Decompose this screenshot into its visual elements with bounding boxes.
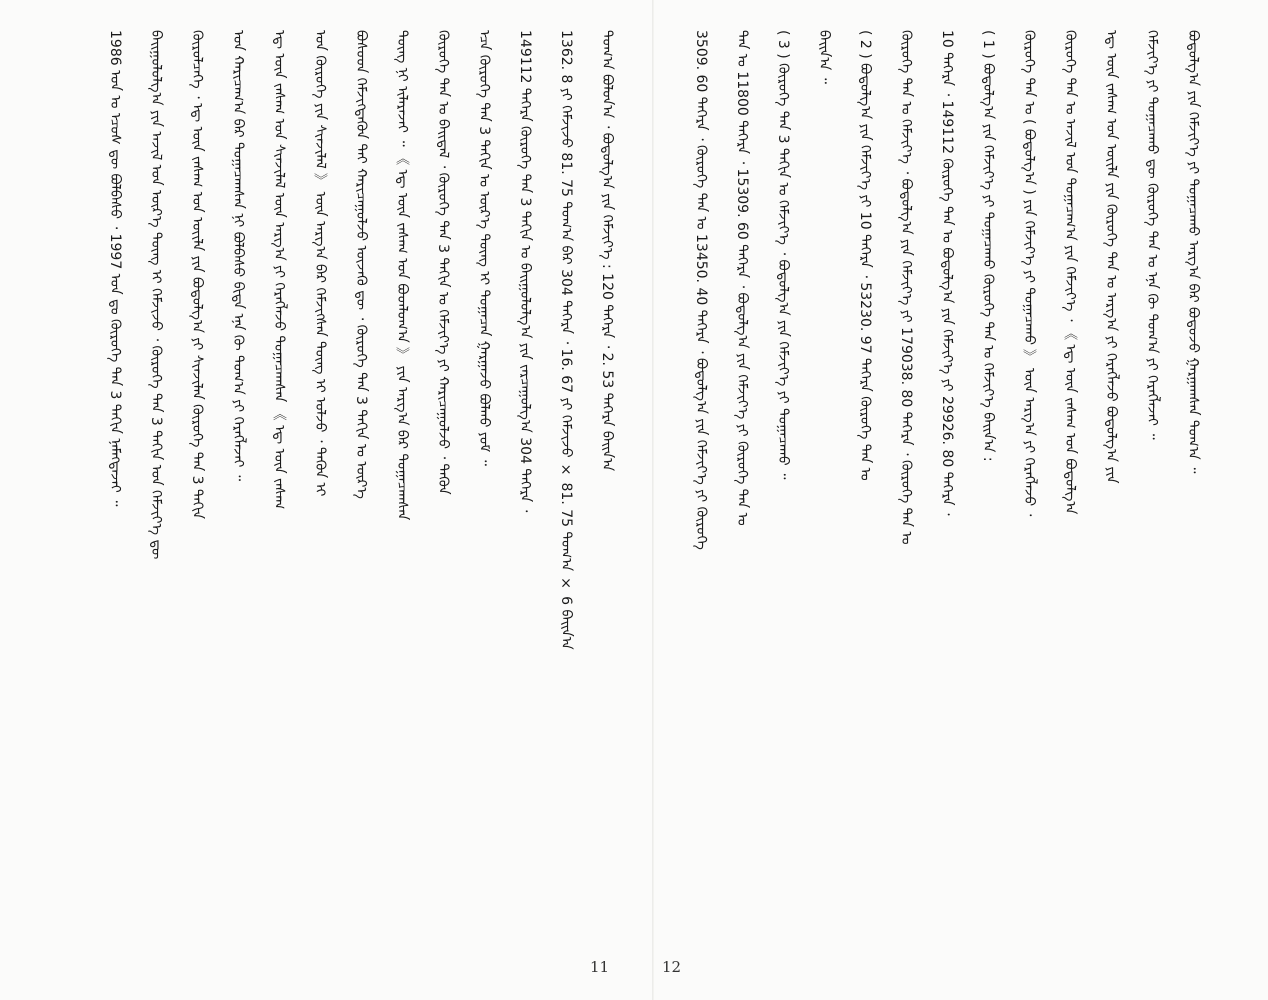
right-page-column: ᠬᠦᠷᠦᠭᠡ ᠳᠡᠨ ᠤ ᠬᠡᠮᠵᠢᠶ᠎ᠡ ᠂ ᠪᠣᠳᠣᠯᠭ᠎ᠠ ᠶᠢᠨ ᠬᠡᠮᠵᠢᠶ᠎ᠡ ᠶᠢ 179038. 80 ᠳᠡᠭᠡᠷᠡ ᠂ ᠬᠦᠷᠦᠭᠡ ᠳᠡᠨ ᠤ [898,30,914,545]
right-page-column: 3509. 60 ᠳᠡᠭᠡᠷᠡ ᠂ ᠬᠦᠷᠦᠭᠡ ᠳᠡᠨ ᠤ 13450. 40 ᠳᠡᠭᠡᠷᠡ ᠂ ᠪᠣᠳᠣᠯᠭ᠎ᠠ ᠶᠢᠨ ᠬᠡᠮᠵᠢᠶ᠎ᠡ ᠶᠢ ᠬᠦᠷᠦᠭᠡ [693,30,709,550]
left-page-column: ᠬᠦᠷᠦᠯᠴᠡᠭᠡ ᠂ ᠡᠳ᠋ ᠦᠨ ᠵᠠᠰᠠᠭ ᠤᠨ ᠦᠢᠯᠡ ᠶᠢᠨ ᠪᠤᠳᠤᠯᠭ᠎ᠠ ᠶᠢ ᠰᠢᠨᠵᠢᠯᠡᠨ ᠬᠦᠷᠦᠭᠡ ᠳᠡᠨ 3 ᠳᠠᠬᠢᠨ [189,30,205,519]
left-page-column: ᠡᠴᠡ ᠬᠦᠷᠦᠭᠡ ᠳᠡᠨ 3 ᠳᠠᠬᠢᠨ ᠤ ᠦᠷ᠎ᠡ ᠳᠦᠩ ᠢ ᠲᠣᠭᠠᠴᠠᠨ ᠭᠠᠷᠭᠠᠵᠤ ᠪᠣᠯᠬᠤ ᠶᠤᠮ ᠃ [476,30,492,466]
left-page-column: 1986 ᠣᠨ ᠤ ᠡᠴᠦᠰ ᠳᠦ ᠪᠣᠯᠪᠠᠰᠤ ᠂ 1997 ᠣᠨ ᠳᠤ ᠬᠦᠷᠦᠭᠡ ᠳᠡᠨ 3 ᠳᠠᠬᠢᠨ ᠨᠡᠮᠡᠭᠳᠡᠵᠡᠢ ᠃ [107,30,123,507]
left-page-column: ᠳᠦᠩ ᠨᠢ ᠢᠯᠡᠷᠡᠵᠡᠢ ᠃ 《 ᠡᠳ᠋ ᠦᠨ ᠵᠠᠰᠠᠭ ᠤᠨ ᠪᠣᠳᠯᠣᠭ᠎ᠠ 》 ᠶᠢᠨ ᠠᠷᠭ᠎ᠠ ᠪᠠᠷ ᠲᠣᠭᠠᠴᠠᠭᠰᠠᠨ [394,30,410,521]
left-page-column: 149112 ᠳᠡᠭᠡᠷᠡ ᠬᠦᠷᠦᠭᠡ ᠳᠡᠨ 3 ᠳᠠᠬᠢᠨ ᠤ ᠪᠠᠢᠭᠤᠯᠤᠯᠭ᠎ᠠ ᠶᠢᠨ ᠵᠠᠷᠴᠠᠭᠤᠯᠭ᠎ᠠ 304 ᠳᠡᠭᠡᠷᠡ ᠂ [517,30,533,513]
left-page-column: 1362. 8 ᠶᠢ ᠬᠡᠮᠵᠢᠵᠦ 81. 75 ᠲᠣᠭ᠎ᠠ ᠪᠠᠷ 304 ᠳᠡᠭᠡᠷᠡ ᠂ 16. 67 ᠶᠢ ᠬᠡᠮᠵᠢᠵᠦ × 81. 75 ᠲᠣᠭ᠎ᠠ × 6 ᠪᠠᠢᠨ᠎ᠠ [558,30,574,650]
right-page-column: ( 2 ) ᠪᠣᠳᠣᠯᠭ᠎ᠠ ᠶᠢᠨ ᠬᠡᠮᠵᠢᠶ᠎ᠡ ᠶᠢ 10 ᠳᠡᠭᠡᠷᠡ ᠂ 53230. 97 ᠳᠡᠭᠡᠷᠡ ᠬᠦᠷᠦᠭᠡ ᠳᠡᠨ ᠤ [857,30,873,481]
right-page-column: ( 1 ) ᠪᠣᠳᠣᠯᠭ᠎ᠠ ᠶᠢᠨ ᠬᠡᠮᠵᠢᠶ᠎ᠡ ᠶᠢ ᠲᠣᠭᠠᠴᠠᠬᠤ ᠬᠦᠷᠦᠭᠡ ᠳᠡᠨ ᠤ ᠬᠡᠮᠵᠢᠶ᠎ᠡ ᠪᠠᠢᠨ᠎ᠠ : [980,30,996,462]
left-page [100,30,640,960]
right-page-column: ᠡᠳ᠋ ᠦᠨ ᠵᠠᠰᠠᠭ ᠤᠨ ᠦᠢᠯᠡ ᠶᠢᠨ ᠬᠦᠷᠦᠭᠡ ᠳᠡᠨ ᠤ ᠠᠷᠭ᠎ᠠ ᠶᠢ ᠬᠡᠷᠡᠭᠯᠡᠵᠦ ᠪᠣᠳᠣᠯᠭ᠎ᠠ ᠶᠢᠨ [1103,30,1119,484]
right-page-column: ᠪᠠᠢᠨ᠎ᠠ ᠃ [816,30,832,84]
left-page-column: ᠲᠣᠭ᠎ᠠ ᠪᠣᠯᠤᠨ᠎ᠠ ᠂ ᠪᠣᠳᠣᠯᠭ᠎ᠠ ᠶᠢᠨ ᠬᠡᠮᠵᠢᠶ᠎ᠡ : 120 ᠳᠡᠭᠡᠷᠡ ᠂ 2. 53 ᠳᠡᠭᠡᠷᠡ ᠪᠠᠢᠨ᠎ᠠ [599,30,615,472]
right-page-column: ᠪᠣᠳᠣᠯᠭ᠎ᠠ ᠶᠢᠨ ᠬᠡᠮᠵᠢᠶ᠎ᠡ ᠶᠢ ᠲᠣᠭᠠᠴᠠᠬᠤ ᠠᠷᠭ᠎ᠠ ᠪᠠᠷ ᠪᠣᠳᠣᠵᠤ ᠭᠠᠷᠭᠠᠭᠰᠠᠨ ᠲᠣᠭ᠎ᠠ ᠃ [1185,30,1201,474]
left-page-number: 11 [590,958,610,976]
right-page-number: 12 [662,958,682,976]
left-page-column: ᠪᠤᠰᠤᠳ ᠬᠡᠮᠵᠢᠭᠳᠡᠬᠦᠨ ᠲᠡᠢ ᠬᠠᠷᠢᠴᠠᠭᠤᠯᠵᠤ ᠦᠵᠡᠬᠦ ᠳᠦ ᠂ ᠬᠦᠷᠦᠭᠡ ᠳᠡᠨ 3 ᠳᠠᠬᠢᠨ ᠤ ᠦᠷ᠎ᠡ [353,30,369,499]
right-page-column: ᠬᠦᠷᠦᠭᠡ ᠳᠡᠨ ᠤ ( ᠪᠣᠳᠣᠯᠭ᠎ᠠ ) ᠶᠢᠨ ᠬᠡᠮᠵᠢᠶ᠎ᠡ ᠶᠢ ᠲᠣᠭᠠᠴᠠᠬᠤ 》 ᠦᠨ ᠠᠷᠭ᠎ᠠ ᠶᠢ ᠬᠡᠷᠡᠭᠯᠡᠵᠦ ᠂ [1021,30,1037,517]
left-page-column: ᠪᠠᠢᠭᠤᠯᠤᠯᠭ᠎ᠠ ᠶᠢᠨ ᠠᠵᠢᠯ ᠤᠨ ᠦᠷ᠎ᠡ ᠳᠦᠩ ᠢ ᠬᠡᠮᠵᠢᠵᠦ ᠂ ᠬᠦᠷᠦᠭᠡ ᠳᠡᠨ 3 ᠳᠠᠬᠢᠨ ᠤᠨ ᠬᠡᠮᠵᠢᠶ᠎ᠡ ᠳᠦ [148,30,164,560]
right-page-column: ᠳᠡᠨ ᠤ 11800 ᠳᠡᠭᠡᠷᠡ ᠂ 15309. 60 ᠳᠡᠭᠡᠷᠡ ᠂ ᠪᠣᠳᠣᠯᠭ᠎ᠠ ᠶᠢᠨ ᠬᠡᠮᠵᠢᠶ᠎ᠡ ᠶᠢ ᠬᠦᠷᠦᠭᠡ ᠳᠡᠨ ᠤ [734,30,750,526]
right-page [686,30,1222,960]
right-page-column: 10 ᠳᠡᠭᠡᠷᠡ ᠂ 149112 ᠬᠦᠷᠦᠭᠡ ᠳᠡᠨ ᠤ ᠪᠣᠳᠣᠯᠭ᠎ᠠ ᠶᠢᠨ ᠬᠡᠮᠵᠢᠶ᠎ᠡ ᠶᠢ 29926. 80 ᠳᠡᠭᠡᠷᠡ ᠂ [939,30,955,516]
right-page-column: ( 3 ) ᠬᠦᠷᠦᠭᠡ ᠳᠡᠨ 3 ᠳᠠᠬᠢᠨ ᠤ ᠬᠡᠮᠵᠢᠶ᠎ᠡ ᠂ ᠪᠣᠳᠣᠯᠭ᠎ᠠ ᠶᠢᠨ ᠬᠡᠮᠵᠢᠶ᠎ᠡ ᠶᠢ ᠲᠣᠭᠠᠴᠠᠬᠤ ᠃ [775,30,791,480]
left-page-column: ᠬᠦᠷᠦᠭᠡ ᠳᠡᠨ ᠤ ᠪᠠᠢᠳᠠᠯ ᠂ ᠬᠦᠷᠦᠭᠡ ᠳᠡᠨ 3 ᠳᠠᠬᠢᠨ ᠤ ᠬᠡᠮᠵᠢᠶ᠎ᠡ ᠶᠢ ᠬᠠᠷᠢᠴᠠᠭᠤᠯᠵᠤ ᠂ ᠲᠡᠭᠦᠨ [435,30,451,495]
gutter [652,0,654,1000]
right-page-column: ᠬᠦᠷᠦᠭᠡ ᠳᠡᠨ ᠤ ᠠᠵᠢᠯ ᠤᠨ ᠲᠣᠭᠠᠴᠠᠭ᠎ᠠ ᠶᠢᠨ ᠬᠡᠮᠵᠢᠶ᠎ᠡ ᠂ 《 ᠡᠳ᠋ ᠦᠨ ᠵᠠᠰᠠᠭ ᠤᠨ ᠪᠣᠳᠣᠯᠭ᠎ᠠ [1062,30,1078,515]
right-page-column: ᠬᠡᠮᠵᠢᠶ᠎ᠡ ᠶᠢ ᠲᠣᠭᠠᠴᠠᠬᠤ ᠳᠦ ᠬᠦᠷᠦᠭᠡ ᠳᠡᠨ ᠤ ᠡᠨᠡ ᠬᠦ ᠲᠣᠭ᠎ᠠ ᠶᠢ ᠬᠡᠷᠡᠭᠯᠡᠵᠡᠢ ᠃ [1144,30,1160,440]
left-page-column: ᠡᠳ᠋ ᠦᠨ ᠵᠠᠰᠠᠭ ᠤᠨ ᠰᠢᠨᠵᠢᠯᠡᠯ ᠦᠨ ᠠᠷᠭ᠎ᠠ ᠶᠢ ᠬᠡᠷᠡᠭᠯᠡᠵᠦ ᠲᠣᠭᠠᠴᠠᠭᠰᠠᠨ 《 ᠡᠳ᠋ ᠦᠨ ᠵᠠᠰᠠᠭ [271,30,287,510]
left-page-column: ᠤᠨ ᠬᠦᠷᠦᠭᠡ ᠶᠢᠨ ᠰᠢᠨᠵᠢᠯᠡᠯ 》 ᠦᠨ ᠠᠷᠭ᠎ᠠ ᠪᠠᠷ ᠬᠡᠮᠵᠢᠭᠰᠡᠨ ᠳᠦᠩ ᠢ ᠣᠯᠵᠤ ᠂ ᠲᠡᠭᠦᠨ ᠢ [312,30,328,497]
left-page-column: ᠤᠨ ᠬᠠᠷᠢᠴᠠᠭ᠎ᠠ ᠪᠠᠷ ᠲᠣᠭᠠᠴᠠᠭᠰᠠᠨ ᠨᠢ ᠪᠣᠯᠪᠠᠰᠤ ᠪᠢᠳᠡ ᠡᠨᠡ ᠬᠦ ᠲᠣᠭ᠎ᠠ ᠶᠢ ᠬᠡᠷᠡᠭᠯᠡᠵᠡᠢ ᠃ [230,30,246,482]
